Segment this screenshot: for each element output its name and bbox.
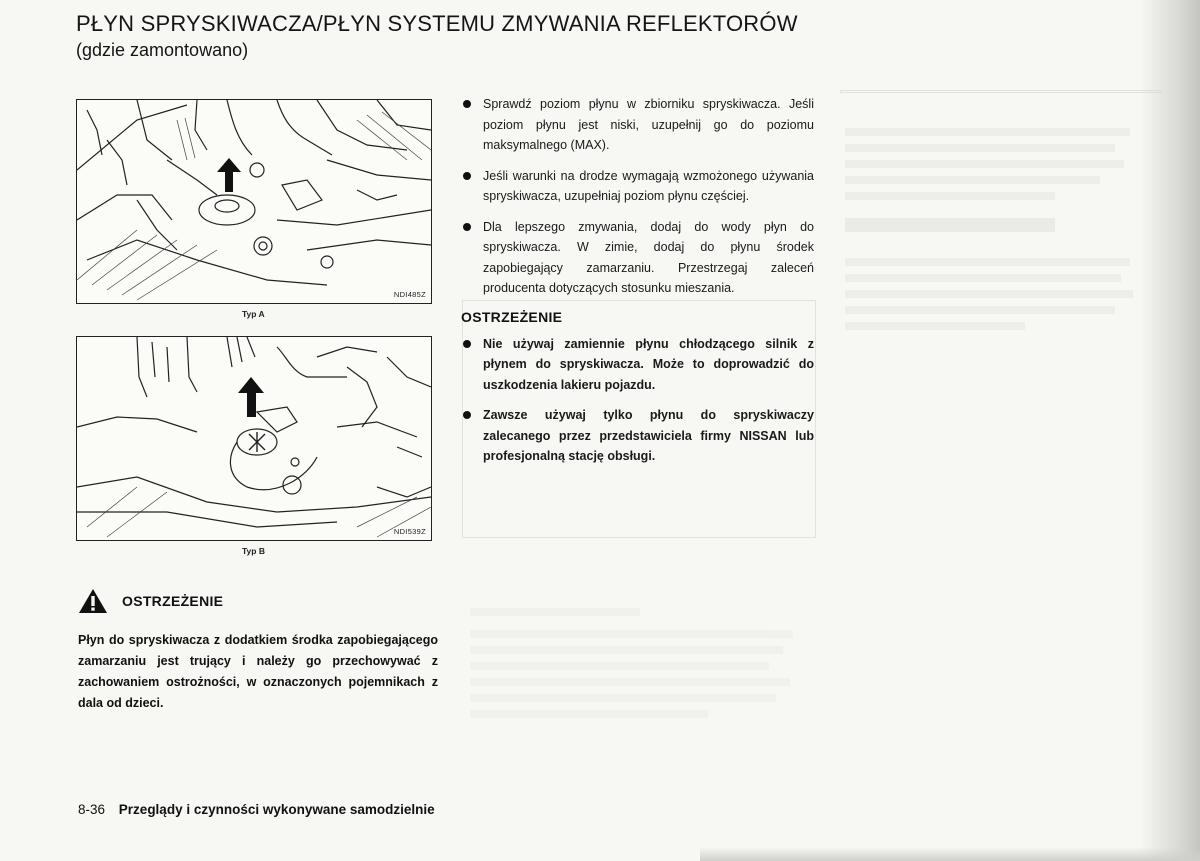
page-footer: [78, 802, 435, 817]
instruction-item: Dla lepszego zmywania, dodaj do wody płyn do spryskiwacza. W zimie, dodaj do płynu środek zapobiegający zamarzaniu. Przestrzegaj zaleceń producenta dotyczących stosunku mieszania.: [461, 217, 814, 299]
warning-heading-right: OSTRZEŻENIE: [461, 308, 563, 325]
figure-code: NDI539Z: [393, 527, 426, 536]
page-subtitle: (gdzie zamontowano): [76, 40, 249, 60]
section-title: Przeglądy i czynności wykonywane samodzielnie: [118, 802, 435, 817]
figure-caption: Typ B: [242, 546, 265, 556]
page-edge-shadow: [1140, 0, 1200, 861]
page-number: 8-36: [78, 802, 106, 817]
figure-code: NDI485Z: [393, 290, 426, 299]
bleed-through-lines-bottom: [470, 600, 810, 726]
figure-type-b: [76, 336, 432, 541]
warning-text: Płyn do spryskiwacza z dodatkiem środka zapobiegającego zamarzaniu jest trujący i należy go przechowywać z zachowaniem ostrożności, w oznaczonych pojemnikach z dala od dzieci.: [78, 633, 438, 710]
figure-type-a: [76, 99, 432, 304]
bleed-through-lines: [845, 120, 1145, 338]
instruction-item: Sprawdź poziom płynu w zbiorniku spryskiwacza. Jeśli poziom płynu jest niski, uzupełnij go do poziomu maksymalnego (MAX).: [461, 94, 814, 156]
warning-item: Zawsze używaj tylko płynu do spryskiwaczy zalecanego przez przedstawiciela firmy NISSAN lub profesjonalną stację obsługi.: [461, 405, 814, 467]
warning-triangle-icon: [78, 588, 108, 614]
warning-item: Nie używaj zamiennie płynu chłodzącego silnik z płynem do spryskiwacza. Może to doprowadzić do uszkodzenia lakieru pojazdu.: [461, 334, 814, 396]
bleed-through-frame-2: [840, 90, 1162, 93]
instruction-item: Jeśli warunki na drodze wymagają wzmożonego używania spryskiwacza, uzupełniaj poziom płynu częściej.: [461, 166, 814, 207]
page-bottom-shadow: [700, 847, 1200, 861]
engine-bay-illustration-a: [77, 100, 431, 303]
warning-block-left: [78, 588, 438, 714]
warning-heading: OSTRZEŻENIE: [122, 593, 224, 609]
engine-bay-illustration-b: [77, 337, 431, 540]
page-title: PŁYN SPRYSKIWACZA/PŁYN SYSTEMU ZMYWANIA REFLEKTORÓW: [76, 11, 798, 36]
instructions-column: [461, 94, 814, 477]
figure-caption: Typ A: [242, 309, 265, 319]
